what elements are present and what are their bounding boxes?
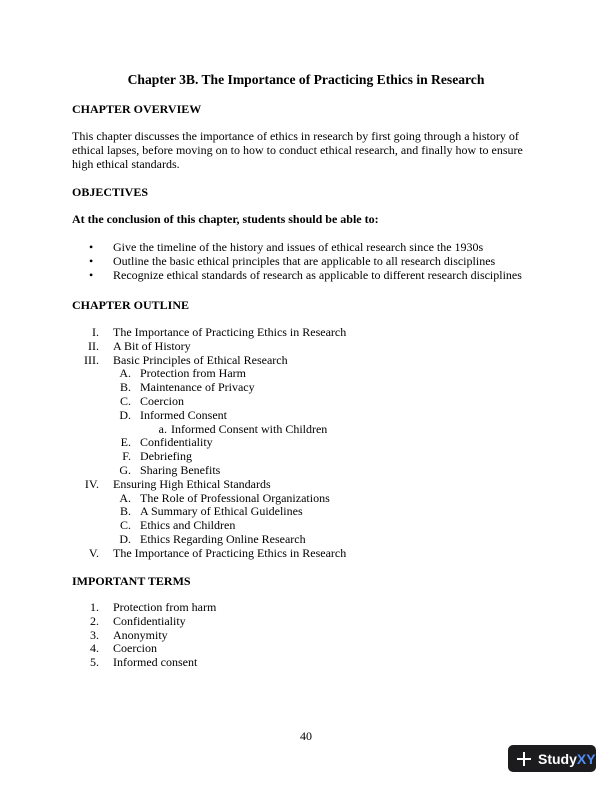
list-item [72,240,522,254]
term-number: 3. [90,627,99,642]
outline-number: V. [88,545,99,560]
outline-text: Ethics Regarding Online Research [140,531,306,546]
bullet-icon: • [89,254,94,268]
term-text: Protection from harm [113,600,217,614]
outline-number: A. [119,490,131,505]
outline-number: a. [158,421,167,436]
outline-number: A. [119,366,131,381]
outline-text: Sharing Benefits [140,462,221,477]
outline-number: C. [119,518,131,533]
bullet-icon: • [89,268,94,282]
term-text: Confidentiality [113,613,186,628]
bullet-icon: • [89,240,94,254]
term-text: Informed consent [113,655,198,670]
outline-number: I. [92,325,99,339]
outline-number: F. [122,449,131,464]
outline-text: Protection from Harm [140,366,246,381]
outline-text: A Bit of History [113,338,191,353]
objective-text: Outline the basic ethical principles that are applicable to all research disciplines [113,254,496,268]
outline-text: The Importance of Practicing Ethics in Research [113,545,347,560]
outline-text: Informed Consent [140,407,227,422]
outline-text: The Role of Professional Organizations [140,490,330,505]
outline-number: G. [119,462,131,477]
page-title: Chapter 3B. The Importance of Practicing Ethics in Research [127,72,485,87]
term-number: 2. [90,613,99,628]
objectives-heading: OBJECTIVES [72,185,149,199]
chapter-overview-heading: CHAPTER OVERVIEW [72,102,202,116]
objective-text: Recognize ethical standards of research as applicable to different research disciplines [113,268,522,282]
list-item [72,254,522,268]
outline-number: D. [119,531,131,546]
list-item [72,268,522,282]
outline-text: Ensuring High Ethical Standards [113,476,271,491]
overview-line: high ethical standards. [72,157,180,171]
important-terms-heading: IMPORTANT TERMS [72,574,191,588]
outline-number: B. [119,380,131,395]
term-text: Coercion [113,641,157,656]
overview-line: This chapter discusses the importance of ethics in research by first going through a history of [72,129,519,143]
outline-number: D. [119,407,131,422]
outline-text: Coercion [140,393,184,408]
outline-text: Ethics and Children [140,518,236,533]
outline-text: Confidentiality [140,435,213,450]
outline-number: C. [119,393,131,408]
term-number: 1. [90,600,99,614]
outline-text: Informed Consent with Children [171,421,328,436]
objective-text: Give the timeline of the history and issues of ethical research since the 1930s [113,240,484,254]
outline-text: A Summary of Ethical Guidelines [140,504,303,519]
outline-text: Maintenance of Privacy [140,380,255,395]
brand-accent: XY [576,750,596,767]
chapter-outline-heading: CHAPTER OUTLINE [72,298,190,312]
term-number: 4. [90,641,99,656]
chapter-overview-text [72,129,542,171]
outline-number: IV. [84,476,99,491]
objectives-list [72,240,522,282]
outline-text: The Importance of Practicing Ethics in Research [113,325,347,339]
outline-text: Basic Principles of Ethical Research [113,352,288,367]
term-number: 5. [90,655,99,670]
outline-number: E. [120,435,131,450]
term-text: Anonymity [113,627,168,642]
brand-name: Study [538,750,577,767]
overview-line: ethical lapses, before moving on to how to conduct ethical research, and finally how to ensure [72,143,523,157]
outline-text: Debriefing [140,449,192,464]
outline-number: II. [88,338,99,353]
outline-number: B. [119,504,131,519]
outline-number: III. [84,352,99,367]
plus-icon [516,751,532,767]
studyxy-badge[interactable] [508,745,596,772]
page-number: 40 [300,729,312,743]
objectives-intro: At the conclusion of this chapter, students should be able to: [72,212,379,226]
